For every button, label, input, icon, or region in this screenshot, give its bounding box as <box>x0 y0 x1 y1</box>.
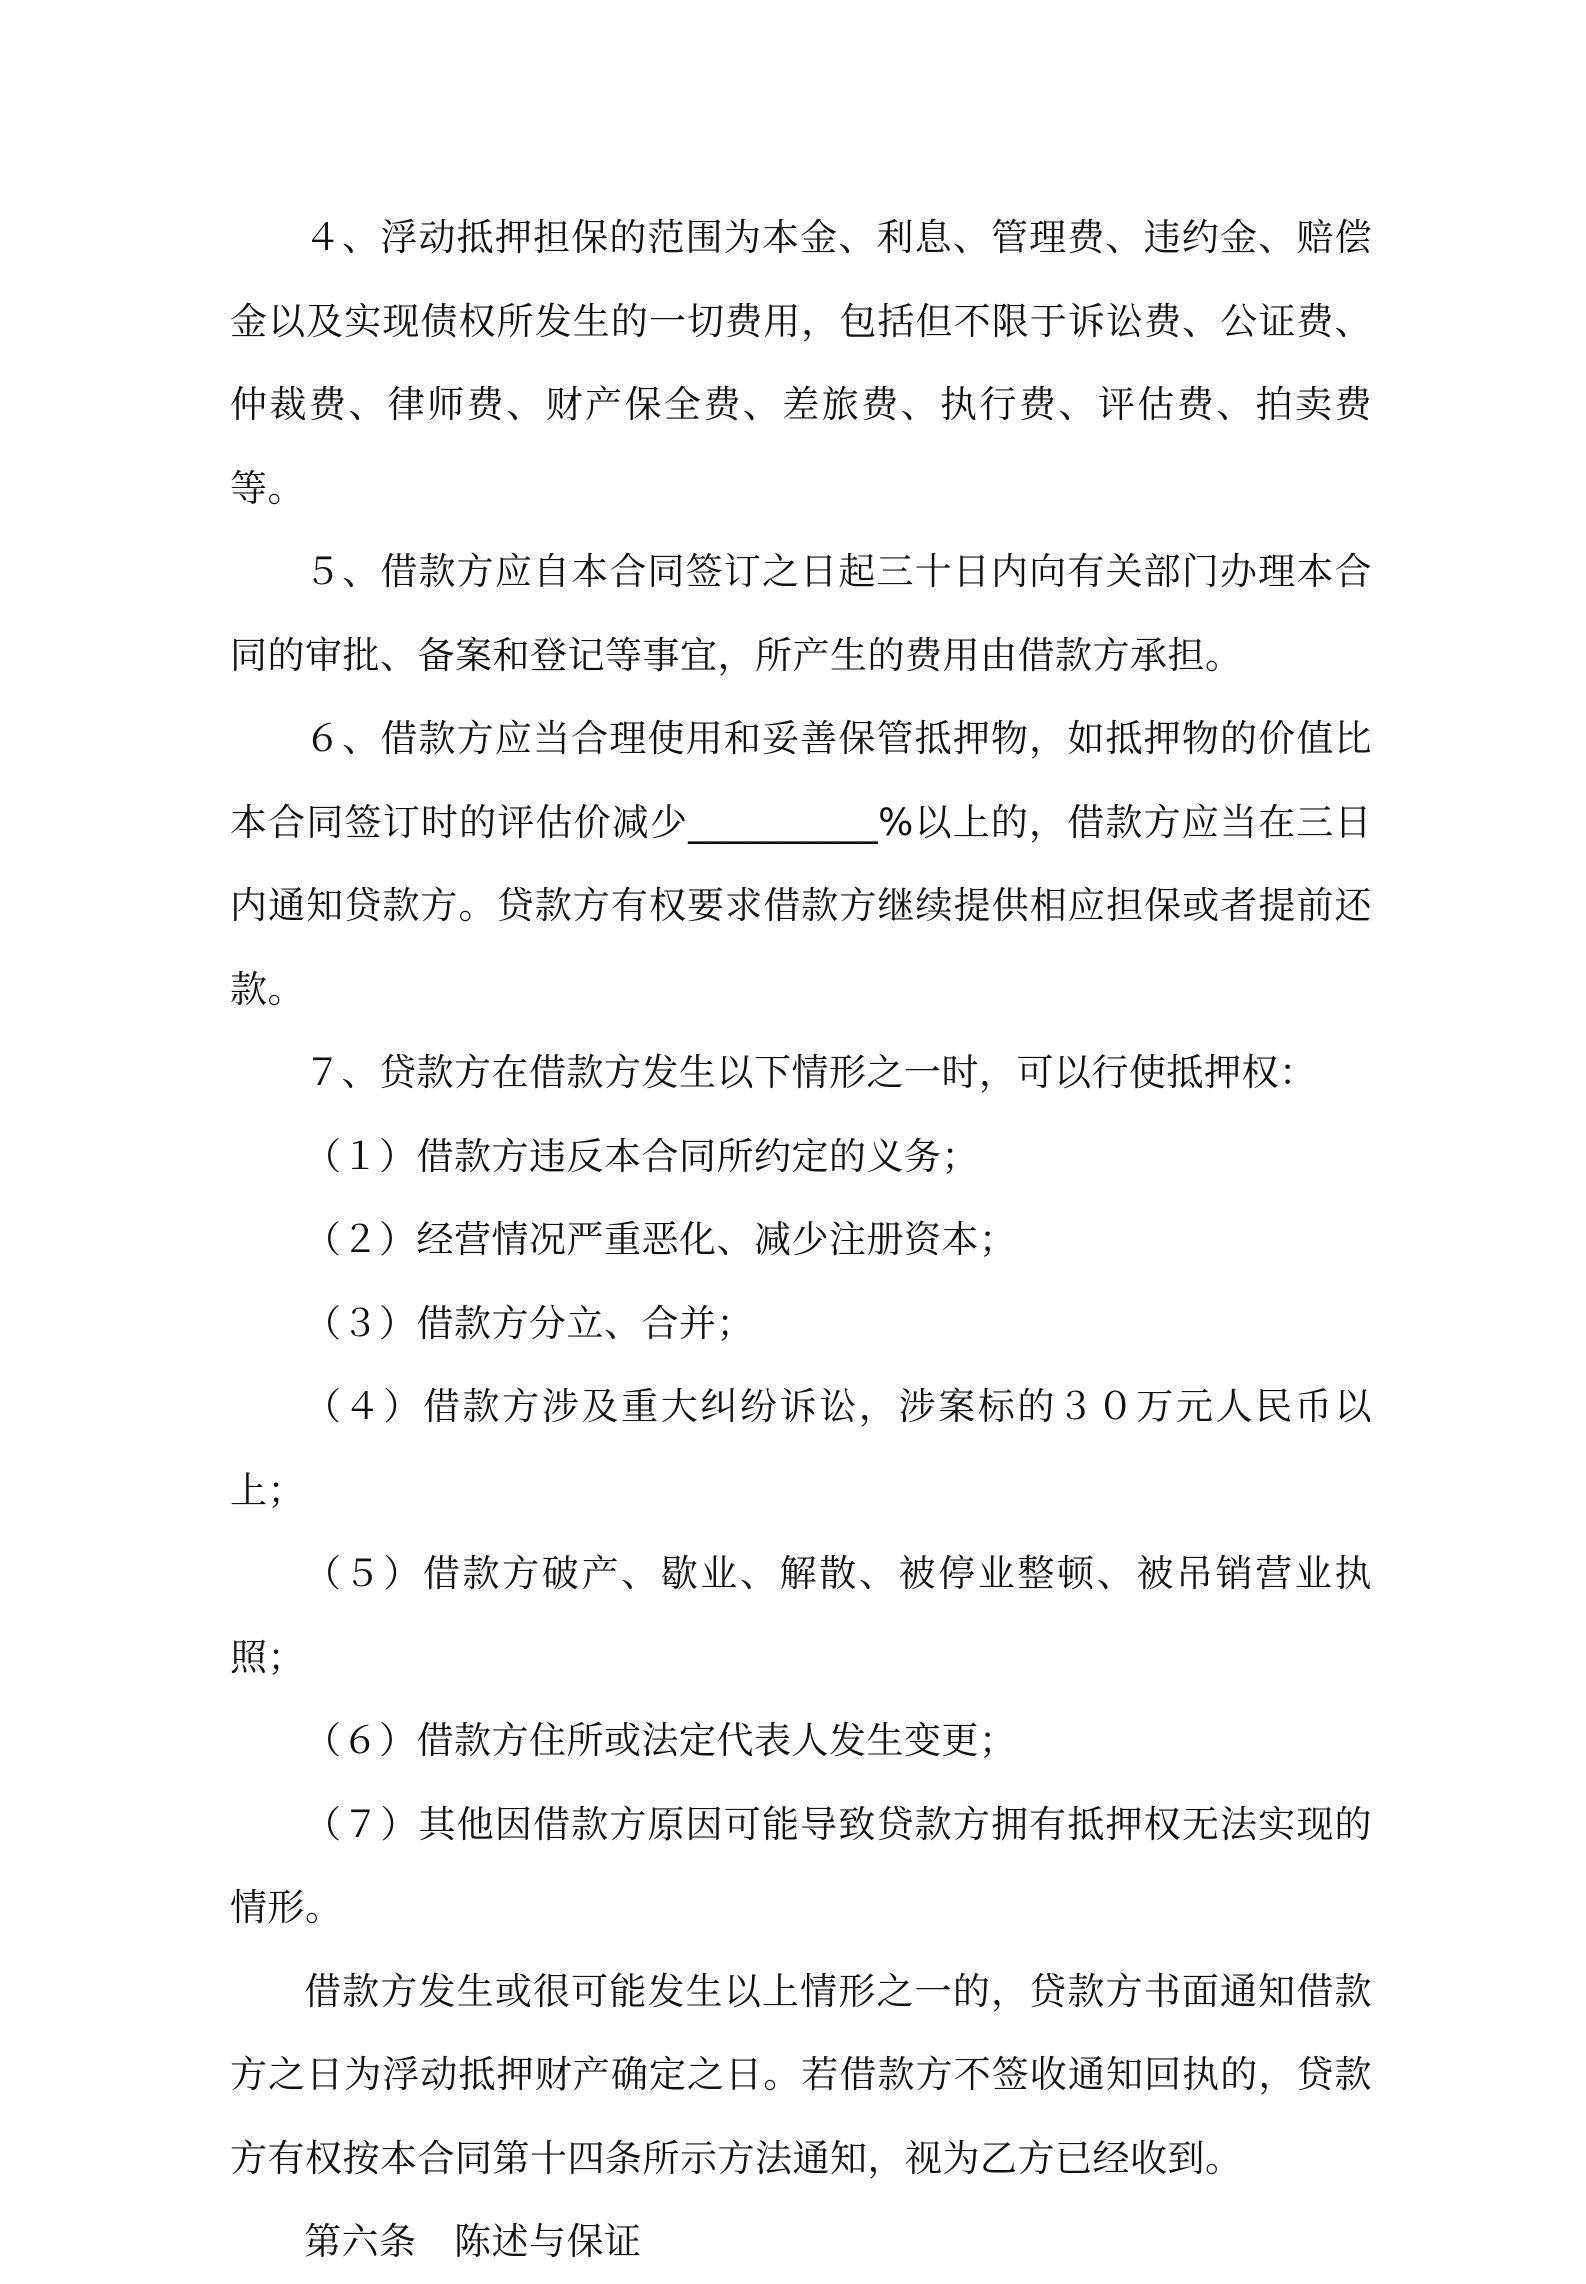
list-item: （２）经营情况严重恶化、减少注册资本； <box>304 1218 1017 1261</box>
list-item: （７）其他因借款方原因可能导致贷款方拥有抵押权无法实现的情形。 <box>230 1802 1372 1929</box>
document-body <box>230 196 1372 2284</box>
clause-7-paragraph: ７、贷款方在借款方发生以下情形之一时，可以行使抵押权： <box>304 1051 1317 1094</box>
clause-6-paragraph: ６、借款方应当合理使用和妥善保管抵押物，如抵押物的价值比本合同签订时的评估价减少__________%以上的，借款方应当在三日内通知贷款方。贷款方有权要求借款方继续提供相应担保或者提前还款。 <box>230 717 1372 1011</box>
list-item: （６）借款方住所或法定代表人发生变更； <box>304 1719 1017 1762</box>
section-heading: 第六条 陈述与保证 <box>304 2220 642 2263</box>
list-item: （１）借款方违反本合同所约定的义务； <box>304 1134 979 1178</box>
clause-5-paragraph: ５、借款方应自本合同签订之日起三十日内向有关部门办理本合同的审批、备案和登记等事宜，所产生的费用由借款方承担。 <box>230 550 1372 677</box>
clause-4-paragraph: ４、浮动抵押担保的范围为本金、利息、管理费、违约金、赔偿金以及实现债权所发生的一切费用，包括但不限于诉讼费、公证费、仲裁费、律师费、财产保全费、差旅费、执行费、评估费、拍卖费等。 <box>230 216 1372 510</box>
list-item: （５）借款方破产、歇业、解散、被停业整顿、被吊销营业执照； <box>230 1552 1372 1679</box>
closing-paragraph: 借款方发生或很可能发生以上情形之一的，贷款方书面通知借款方之日为浮动抵押财产确定之日。若借款方不签收通知回执的，贷款方有权按本合同第十四条所示方法通知，视为乙方已经收到。 <box>230 1969 1372 2180</box>
list-item: （４）借款方涉及重大纠纷诉讼，涉案标的３０万元人民币以上； <box>230 1385 1372 1512</box>
list-item: （３）借款方分立、合并； <box>304 1301 754 1345</box>
